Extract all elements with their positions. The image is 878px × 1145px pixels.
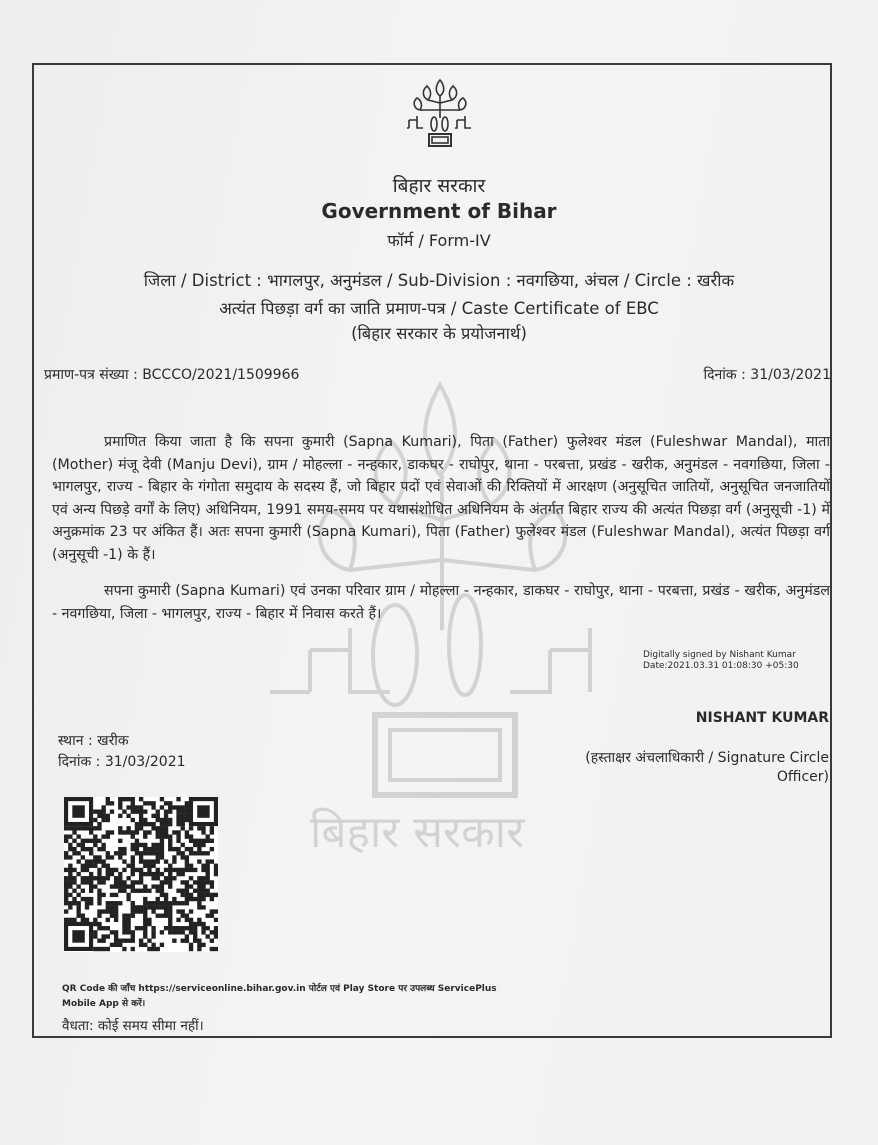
govt-hindi-title: बिहार सरकार — [392, 175, 486, 197]
certificate-number: प्रमाण-पत्र संख्या : BCCCO/2021/1509966 — [44, 367, 300, 383]
bihar-emblem-icon — [405, 78, 475, 150]
watermark-text: बिहार सरकार — [310, 807, 525, 858]
district-line: जिला / District : भागलपुर, अनुमंडल / Sub-Division : नवगछिया, अंचल / Circle : खरीक — [143, 271, 735, 290]
validity-note: वैधता: कोई समय सीमा नहीं। — [62, 1018, 204, 1034]
qr-note-line-1: QR Code की जाँच https://serviceonline.bihar.gov.in पोर्टल एवं Play Store पर उपलब्ध ServicePlus — [62, 984, 497, 994]
govt-english-title: Government of Bihar — [321, 199, 557, 223]
signatory-name: NISHANT KUMAR — [695, 710, 829, 726]
residence-body — [52, 580, 830, 625]
place-label: स्थान : खरीक — [58, 733, 129, 749]
body-paragraph-1: प्रमाणित किया जाता है कि सपना कुमारी (Sapna Kumari), पिता (Father) फुलेश्वर मंडल (Fuleshwar Mandal), माता (Mother) मंजू देवी (Manju Devi), ग्राम / मोहल्ला - नन्हकार, डाकघर - राघोपुर, थाना - परबत्ता, प्रखंड - खरीक, अनुमंडल - नवगछिया, जिला - भागलपुर, राज्य - बिहार के गंगोता समुदाय के सदस्य हैं, जो बिहार पदों एवं सेवाओं की रिक्तियों में आरक्षण (अनुसूचित जातियों, अनुसूचित जनजातियों एवं अन्य पिछड़े वर्गों के लिए) अधिनियम, 1991 समय-समय पर यथासंशोधित अधिनियम के अंतर्गत बिहार राज्य की अत्यंत पिछड़ा वर्ग (अनुसूची -1) में अनुक्रमांक 23 पर अंकित हैं। अतः सपना कुमारी (Sapna Kumari), पिता (Father) फुलेश्वर मंडल (Fuleshwar Mandal), अत्यंत पिछड़ा वर्ग (अनुसूची -1) के हैं। — [52, 434, 830, 563]
certificate-title: अत्यंत पिछड़ा वर्ग का जाति प्रमाण-पत्र / Caste Certificate of EBC — [219, 299, 659, 318]
qr-code[interactable] — [64, 797, 218, 952]
digital-signature-line-1: Digitally signed by Nishant Kumar — [643, 650, 796, 660]
certificate-date: दिनांक : 31/03/2021 — [703, 367, 831, 383]
certificate-body — [52, 431, 830, 567]
signatory-designation-line-2: Officer) — [776, 769, 829, 785]
signatory-designation-line-1: (हस्ताक्षर अंचलाधिकारी / Signature Circle — [585, 750, 829, 766]
qr-note-line-2: Mobile App से करें। — [62, 999, 146, 1009]
body-paragraph-2: सपना कुमारी (Sapna Kumari) एवं उनका परिवार ग्राम / मोहल्ला - नन्हकार, डाकघर - राघोपुर, थाना - परबत्ता, प्रखंड - खरीक, अनुमंडल - नवगछिया, जिला - भागलपुर, राज्य - बिहार में निवास करते हैं। — [52, 583, 830, 622]
form-label: फॉर्म / Form-IV — [387, 231, 491, 250]
certificate-purpose: (बिहार सरकार के प्रयोजनार्थ) — [351, 324, 527, 343]
digital-signature-line-2: Date:2021.03.31 01:08:30 +05:30 — [643, 661, 799, 671]
footer-date: दिनांक : 31/03/2021 — [58, 754, 186, 770]
qr-verification-note — [62, 982, 582, 1012]
